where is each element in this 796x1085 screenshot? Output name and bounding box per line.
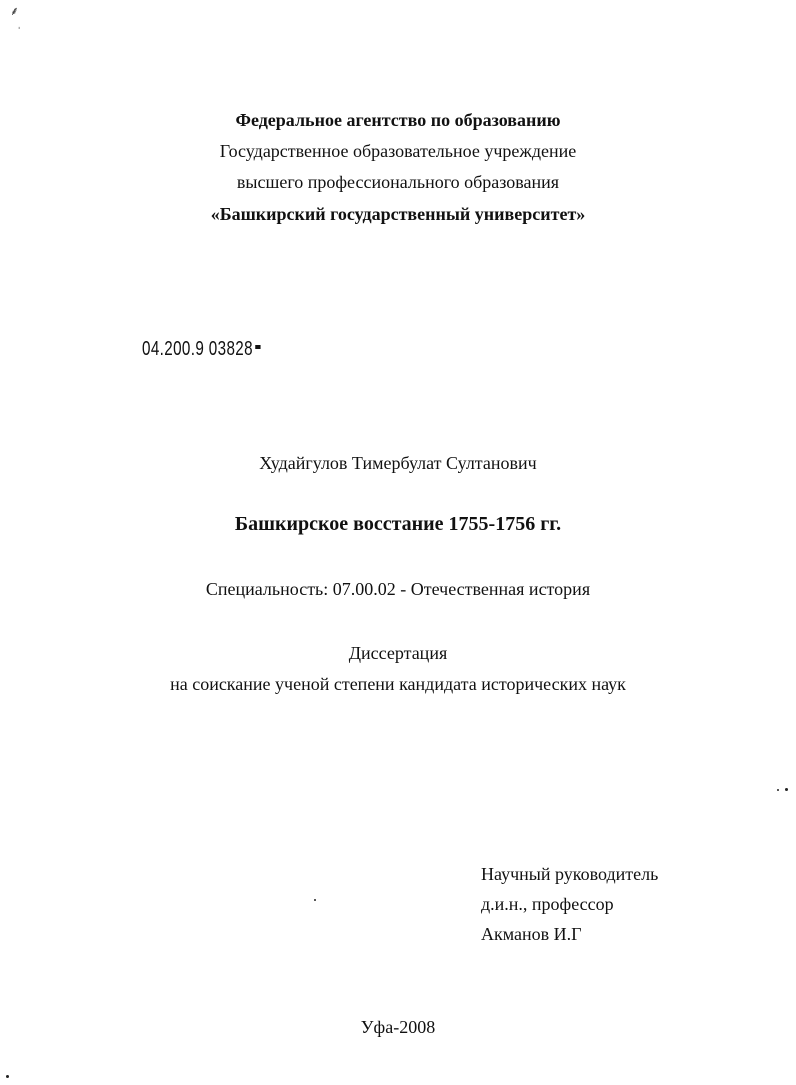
advisor-name: Акманов И.Г <box>481 924 582 944</box>
institution-level: высшего профессионального образования <box>236 172 560 192</box>
dissertation-label: Диссертация <box>348 643 448 663</box>
thesis-title: Башкирское восстание 1755-1756 гг. <box>234 513 562 535</box>
author-name: Худайгулов Тимербулат Султанович <box>259 453 537 473</box>
scan-mark-icon: ⸙ <box>10 4 20 18</box>
institution-type: Государственное образовательное учреждение <box>219 141 577 161</box>
advisor-rank: д.и.н., профессор <box>481 894 614 914</box>
scan-tick-icon: ˌ <box>18 21 21 30</box>
city-year: Уфа-2008 <box>360 1017 436 1037</box>
archive-code: 04.200.9 03828 <box>142 338 261 360</box>
scan-speck-icon <box>785 788 788 791</box>
agency-title: Федеральное агентство по образованию <box>235 110 561 130</box>
degree-line: на соискание ученой степени кандидата исторических наук <box>170 674 626 694</box>
scan-speck-icon <box>6 1075 9 1078</box>
specialty-line: Специальность: 07.00.02 - Отечественная история <box>205 579 591 599</box>
scan-speck-icon <box>314 899 316 901</box>
scan-speck-icon <box>777 789 779 791</box>
advisor-role: Научный руководитель <box>481 864 659 884</box>
university-name: «Башкирский государственный университет» <box>210 204 586 224</box>
advisor-block <box>481 859 761 949</box>
